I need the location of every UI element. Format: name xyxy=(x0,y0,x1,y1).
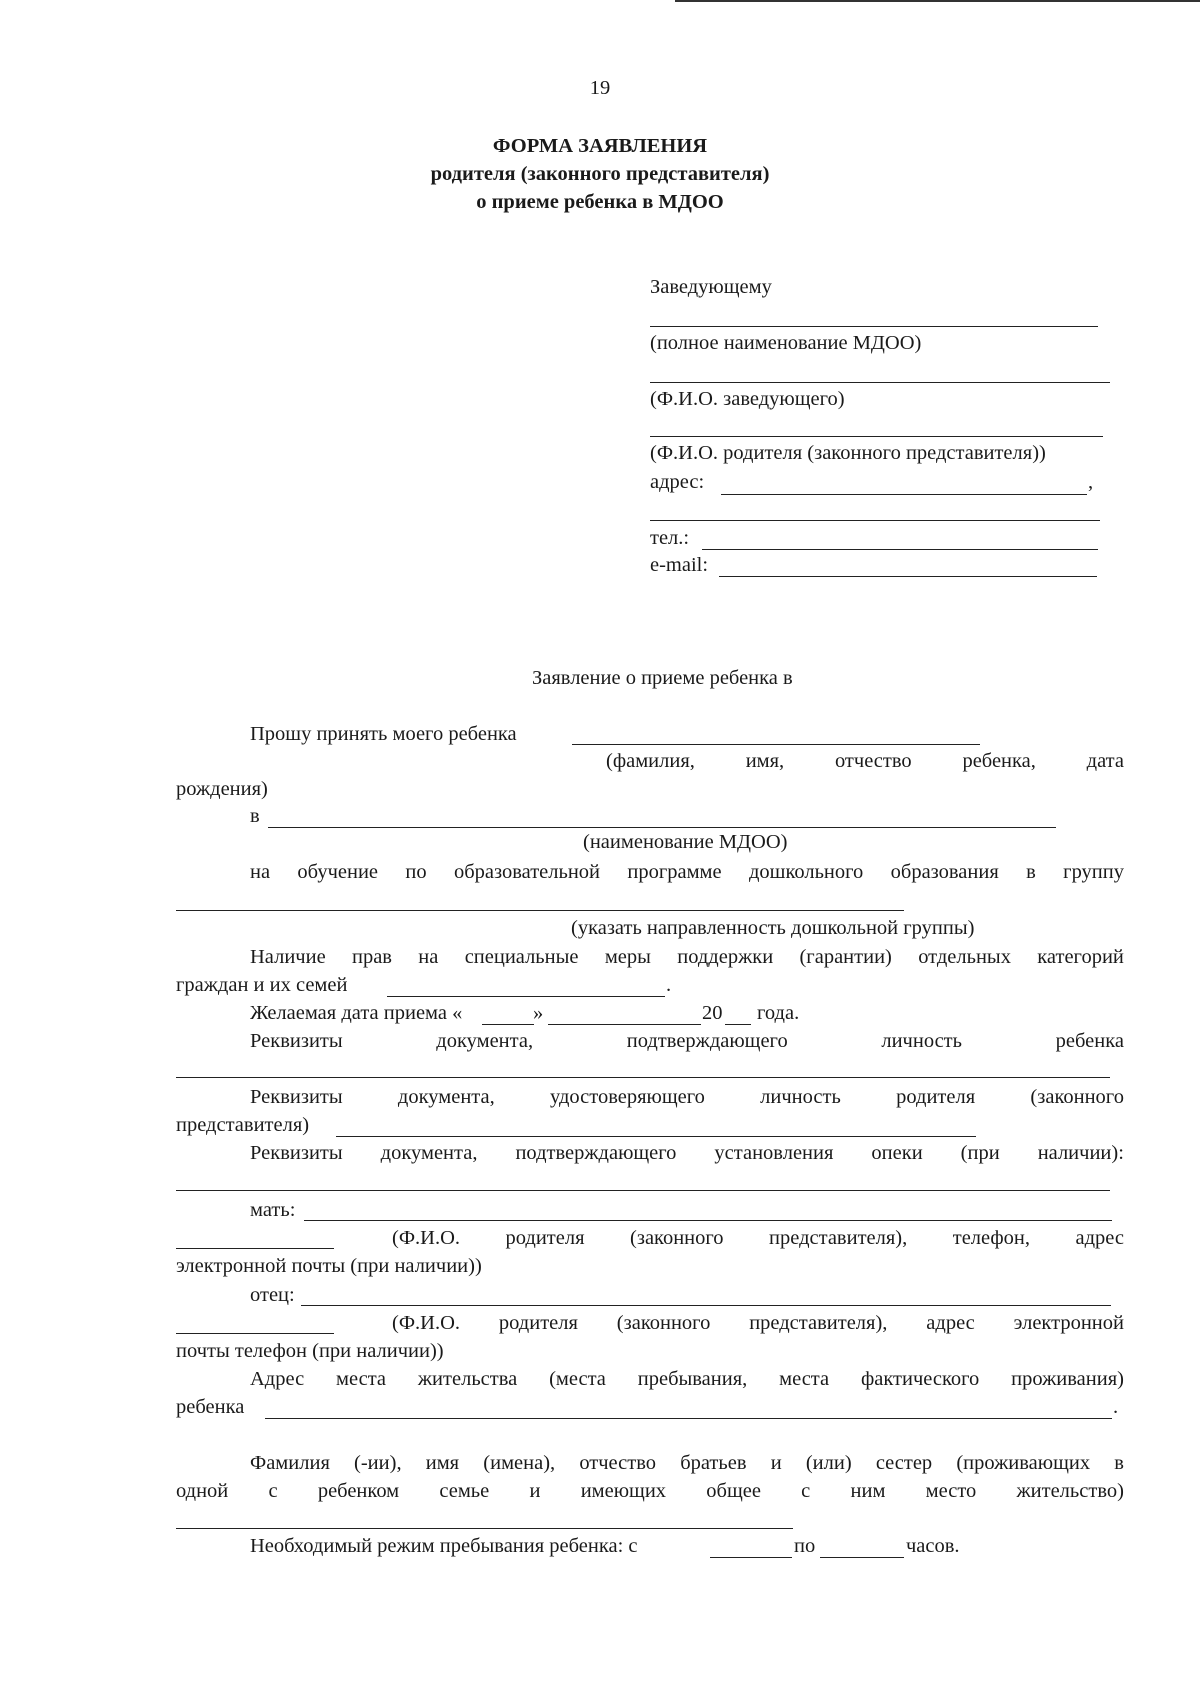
address-field-line2[interactable] xyxy=(650,520,1100,521)
in-label: в xyxy=(250,805,260,827)
word: документа, xyxy=(397,1086,495,1108)
date-quote-close: » xyxy=(533,1002,544,1024)
child-name-hint-cont: рождения) xyxy=(176,778,268,800)
word: на xyxy=(250,861,271,883)
word: семье xyxy=(439,1480,490,1502)
address-field[interactable] xyxy=(721,494,1087,495)
parent-doc-field[interactable] xyxy=(336,1136,976,1137)
schedule-to-field[interactable] xyxy=(820,1557,904,1558)
word: (законного xyxy=(616,1312,711,1334)
word: одной xyxy=(176,1480,229,1502)
date-label: Желаемая дата приема « xyxy=(250,1002,463,1024)
word: адрес xyxy=(1075,1227,1124,1249)
parent-doc-line-2: представителя) xyxy=(176,1114,310,1136)
word: образования xyxy=(890,861,999,883)
residence-line xyxy=(250,1369,1124,1390)
hint-word: (фамилия, xyxy=(606,750,695,772)
word: ребенком xyxy=(317,1480,400,1502)
word: (при xyxy=(960,1142,1000,1164)
word: имя xyxy=(425,1452,460,1474)
word: удостоверяющего xyxy=(550,1086,705,1108)
schedule-label: Необходимый режим пребывания ребенка: с xyxy=(250,1535,638,1557)
hint-word: отчество xyxy=(834,750,912,772)
word: (имена), xyxy=(483,1452,556,1474)
mother-label: мать: xyxy=(250,1199,296,1221)
date-year-field[interactable] xyxy=(725,1024,751,1025)
siblings-line-2 xyxy=(176,1481,1124,1502)
parent-name-hint: (Ф.И.О. родителя (законного представителя)) xyxy=(650,442,1046,464)
word: имеющих xyxy=(580,1480,667,1502)
word: (-ии), xyxy=(354,1452,402,1474)
hint-word: имя, xyxy=(745,750,785,772)
word: и xyxy=(529,1480,541,1502)
word: (Ф.И.О. xyxy=(392,1312,461,1334)
date-month-field[interactable] xyxy=(548,1024,701,1025)
siblings-field[interactable] xyxy=(176,1528,793,1529)
mdoo-name-hint: (полное наименование МДОО) xyxy=(650,332,922,354)
word: отчество xyxy=(579,1452,657,1474)
word: Реквизиты xyxy=(250,1142,343,1164)
word: (законного xyxy=(1030,1086,1124,1108)
word: прав xyxy=(351,946,392,968)
word: места xyxy=(779,1368,830,1390)
email-label: e-mail: xyxy=(650,554,709,576)
parent-name-field[interactable] xyxy=(650,436,1103,437)
schedule-hours-label: часов. xyxy=(906,1535,960,1557)
mother-field-2[interactable] xyxy=(176,1248,334,1249)
date-year-prefix: 20 xyxy=(702,1002,723,1024)
word: представителя), xyxy=(749,1312,888,1334)
word: меры xyxy=(604,946,651,968)
custody-field[interactable] xyxy=(176,1190,1110,1191)
schedule-to-label: по xyxy=(794,1535,816,1557)
group-field[interactable] xyxy=(176,910,904,911)
group-field-hint: (указать направленность дошкольной группы) xyxy=(571,917,975,939)
child-name-field[interactable] xyxy=(572,744,980,745)
word: родителя xyxy=(498,1312,578,1334)
parent-doc-line xyxy=(250,1087,1124,1108)
mother-hint xyxy=(392,1228,1124,1249)
address-comma: , xyxy=(1088,471,1094,493)
word: обучение xyxy=(297,861,379,883)
word: личность xyxy=(881,1030,962,1052)
child-doc-line xyxy=(250,1031,1124,1052)
word: установления xyxy=(714,1142,834,1164)
addressee-to: Заведующему xyxy=(650,276,772,298)
word: телефон, xyxy=(952,1227,1030,1249)
word: с xyxy=(801,1480,811,1502)
word: группу xyxy=(1063,861,1124,883)
form-subtitle-2: о приеме ребенка в МДОО xyxy=(476,191,724,213)
custody-line xyxy=(250,1143,1124,1164)
mdoo-field[interactable] xyxy=(268,827,1056,828)
word: фактического xyxy=(860,1368,980,1390)
word: Наличие xyxy=(250,946,326,968)
mother-field[interactable] xyxy=(304,1220,1112,1221)
word: адрес xyxy=(926,1312,975,1334)
word: Фамилия xyxy=(250,1452,330,1474)
word: общее xyxy=(706,1480,761,1502)
father-hint-2: почты телефон (при наличии)) xyxy=(176,1340,444,1362)
word: жительство) xyxy=(1016,1480,1124,1502)
word: личность xyxy=(760,1086,841,1108)
word: сестер xyxy=(875,1452,933,1474)
word: опеки xyxy=(871,1142,923,1164)
word: (Ф.И.О. xyxy=(392,1227,461,1249)
residence-period: . xyxy=(1113,1396,1119,1418)
address-label: адрес: xyxy=(650,471,705,493)
word: документа, xyxy=(436,1030,534,1052)
rights-line xyxy=(250,947,1124,968)
father-label: отец: xyxy=(250,1284,295,1306)
word: отдельных xyxy=(918,946,1011,968)
form-title: ФОРМА ЗАЯВЛЕНИЯ xyxy=(492,135,708,157)
word: документа, xyxy=(380,1142,478,1164)
word: Реквизиты xyxy=(250,1086,343,1108)
form-subtitle: родителя (законного представителя) xyxy=(430,163,770,185)
word: подтверждающего xyxy=(626,1030,788,1052)
word: подтверждающего xyxy=(515,1142,677,1164)
date-suffix: года. xyxy=(757,1002,800,1024)
hint-word: ребенка, xyxy=(962,750,1036,772)
word: программе xyxy=(627,861,722,883)
word: ребенка xyxy=(1055,1030,1124,1052)
mdoo-field-hint: (наименование МДОО) xyxy=(583,831,788,853)
siblings-line xyxy=(250,1453,1124,1474)
word: пребывания, xyxy=(637,1368,748,1390)
father-field[interactable] xyxy=(301,1305,1111,1306)
mother-hint-2: электронной почты (при наличии)) xyxy=(176,1255,482,1277)
word: категорий xyxy=(1037,946,1124,968)
word: образовательной xyxy=(453,861,601,883)
word: места xyxy=(336,1368,387,1390)
child-doc-field[interactable] xyxy=(176,1077,1110,1078)
date-day-field[interactable] xyxy=(482,1024,534,1025)
word: и xyxy=(770,1452,782,1474)
program-line xyxy=(250,862,1124,883)
page-number: 19 xyxy=(589,77,611,99)
word: специальные xyxy=(464,946,579,968)
scan-top-edge-line xyxy=(675,0,1200,2)
word: жительства xyxy=(417,1368,518,1390)
mdoo-name-field[interactable] xyxy=(650,326,1098,327)
rights-field[interactable] xyxy=(387,996,665,997)
word: место xyxy=(925,1480,977,1502)
word: проживания) xyxy=(1011,1368,1124,1390)
word: (места xyxy=(549,1368,606,1390)
schedule-from-field[interactable] xyxy=(710,1557,792,1558)
rights-line-2: граждан и их семей xyxy=(176,974,348,996)
head-name-field[interactable] xyxy=(650,382,1110,383)
word: в xyxy=(1026,861,1036,883)
hint-word: дата xyxy=(1086,750,1124,772)
father-hint xyxy=(392,1313,1124,1334)
word: с xyxy=(268,1480,278,1502)
statement-title: Заявление о приеме ребенка в xyxy=(532,667,793,689)
word: (проживающих xyxy=(956,1452,1091,1474)
rights-period: . xyxy=(666,974,672,996)
word: представителя), xyxy=(769,1227,908,1249)
word: дошкольного xyxy=(748,861,864,883)
child-name-hint xyxy=(606,751,1124,772)
word: (или) xyxy=(805,1452,852,1474)
residence-field[interactable] xyxy=(265,1418,1112,1419)
word: (законного xyxy=(630,1227,724,1249)
word: на xyxy=(418,946,439,968)
request-label: Прошу принять моего ребенка xyxy=(250,723,517,745)
word: по xyxy=(405,861,427,883)
word: родителя xyxy=(505,1227,585,1249)
residence-line-2: ребенка xyxy=(176,1396,245,1418)
phone-field[interactable] xyxy=(702,549,1098,550)
word: родителя xyxy=(896,1086,976,1108)
word: Адрес xyxy=(250,1368,305,1390)
father-field-2[interactable] xyxy=(176,1333,334,1334)
email-field[interactable] xyxy=(719,576,1097,577)
word: (гарантии) xyxy=(799,946,892,968)
head-name-hint: (Ф.И.О. заведующего) xyxy=(650,388,845,410)
word: в xyxy=(1114,1452,1124,1474)
word: наличии): xyxy=(1037,1142,1124,1164)
word: поддержки xyxy=(677,946,774,968)
word: ним xyxy=(850,1480,886,1502)
word: электронной xyxy=(1013,1312,1124,1334)
word: Реквизиты xyxy=(250,1030,343,1052)
word: братьев xyxy=(680,1452,747,1474)
phone-label: тел.: xyxy=(650,527,690,549)
